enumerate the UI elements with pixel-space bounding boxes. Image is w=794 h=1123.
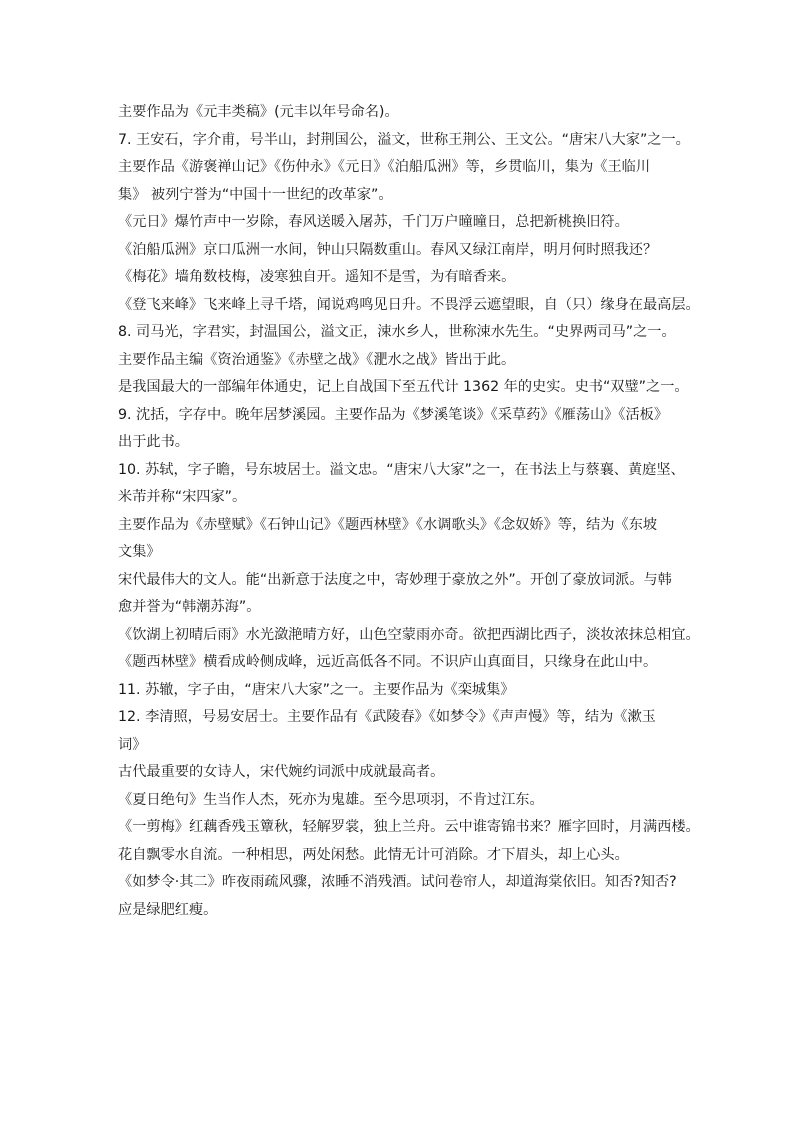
text-line: 《元日》爆竹声中一岁除，春风送暖入屠苏，千门万户曈曈日，总把新桃换旧符。	[118, 214, 629, 230]
document-body	[118, 99, 698, 924]
text-line: 10. 苏轼，字子瞻，号东坡居士。溢文忠。“唐宋八大家”之一，在书法上与蔡襄、黄庭坚、	[118, 461, 685, 478]
text-line: 主要作品为《赤壁赋》《石钟山记》《题西林壁》《水调歌头》《念奴娇》等，结为《东坡	[118, 516, 658, 533]
text-line: 《梅花》墙角数枝梅，凌寒独自开。遥知不是雪，为有暗香来。	[118, 269, 516, 285]
text-line: 《题西林壁》横看成岭侧成峰，远近高低各不同。不识庐山真面目，只缘身在此山中。	[118, 654, 658, 670]
text-line: 《一剪梅》红藕香残玉簟秋，轻解罗裳，独上兰舟。云中谁寄锦书来？雁字回时，月满西楼。	[118, 819, 700, 835]
text-line: 9. 沈括，字存中。晚年居梦溪园。主要作品为《梦溪笔谈》《采草药》《雁荡山》《活板》	[118, 406, 669, 423]
text-line: 是我国最大的一部编年体通史，记上自战国下至五代计 1362 年的史实。史书“双璧”之一。	[118, 379, 689, 395]
text-line: 主要作品《游褒禅山记》《伤仲永》《元日》《泊船瓜洲》等，乡贯临川，集为《王临川	[118, 159, 651, 175]
text-line: 米芾并称“宋四家”。	[118, 489, 247, 505]
text-line: 文集》	[118, 544, 161, 560]
text-line: 《如梦令·其二》昨夜雨疏风骤，浓睡不消残酒。试问卷帘人，却道海棠依旧。知否?知否?	[118, 874, 677, 890]
text-line: 《饮湖上初晴后雨》水光潋滟晴方好，山色空蒙雨亦奇。欲把西湖比西子，淡妆浓抹总相宜。	[118, 626, 700, 643]
text-line: 愈并誉为“韩潮苏海”。	[118, 599, 261, 615]
text-line: 7. 王安石，字介甫，号半山，封荆国公，溢文，世称王荆公、王文公。“唐宋八大家”之一。	[118, 131, 690, 148]
text-line: 集》 被列宁誉为“中国十一世纪的改革家”。	[118, 186, 393, 203]
text-line: 古代最重要的女诗人，宋代婉约词派中成就最高者。	[118, 764, 445, 780]
text-line: 主要作品为《元丰类稿》(元丰以年号命名)。	[118, 104, 399, 120]
text-line: 出于此书。	[118, 434, 189, 450]
text-line: 《登飞来峰》飞来峰上寻千塔，闻说鸡鸣见日升。不畏浮云遮望眼，自（只）缘身在最高层。	[118, 296, 700, 313]
text-line: 词》	[118, 736, 147, 753]
text-line: 《夏日绝句》生当作人杰，死亦为鬼雄。至今思项羽，不肯过江东。	[118, 791, 544, 808]
text-line: 12. 李清照，号易安居士。主要作品有《武陵春》《如梦令》《声声慢》等，结为《漱玉	[118, 709, 656, 725]
text-line: 《泊船瓜洲》京口瓜洲一水间，钟山只隔数重山。春风又绿江南岸，明月何时照我还？	[118, 241, 658, 258]
text-line: 8. 司马光，字君实，封温国公，溢文正，涑水乡人，世称涑水先生。“史界两司马”之一。	[118, 324, 676, 340]
text-line: 宋代最伟大的文人。能“出新意于法度之中，寄妙理于豪放之外”。开创了豪放词派。与韩	[118, 571, 672, 588]
text-line: 11. 苏辙，字子由，“唐宋八大家”之一。主要作品为《栾城集》	[118, 681, 515, 698]
text-line: 主要作品主编《资治通鉴》《赤壁之战》《淝水之战》皆出于此。	[118, 351, 516, 368]
text-line: 花自飘零水自流。一种相思，两处闲愁。此情无计可消除。才下眉头，却上心头。	[118, 846, 629, 863]
text-line: 应是绿肥红瘦。	[118, 901, 218, 918]
